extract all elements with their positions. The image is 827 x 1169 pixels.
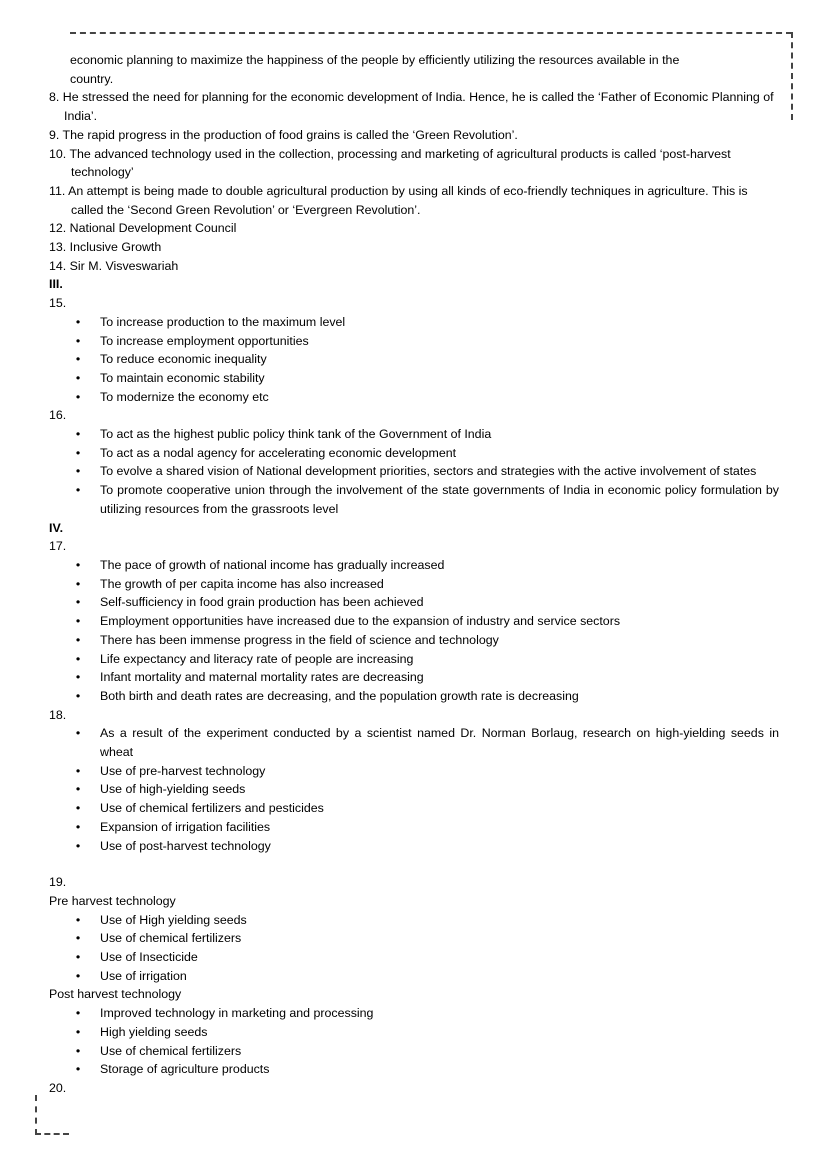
bullet-icon: • bbox=[75, 576, 81, 591]
continued-line-2: country. bbox=[70, 71, 114, 86]
list-item: • Infant mortality and maternal mortality rates are decreasing bbox=[49, 668, 779, 687]
post-harvest-list bbox=[49, 1004, 779, 1079]
bullet-icon: • bbox=[75, 370, 81, 385]
bullet-icon: • bbox=[75, 445, 81, 460]
answer-18-list bbox=[49, 724, 779, 855]
list-item: • Use of Insecticide bbox=[49, 948, 779, 967]
bullet-icon: • bbox=[75, 389, 81, 404]
list-item: • To modernize the economy etc bbox=[49, 388, 779, 407]
answer-14: 14. Sir M. Visveswariah bbox=[49, 258, 179, 273]
bullet-icon: • bbox=[75, 427, 81, 442]
bullet-icon: • bbox=[75, 557, 81, 572]
bullet-icon: • bbox=[75, 912, 81, 927]
list-item: • To promote cooperative union through the involvement of the state governments of India in economic policy formulation by utilizing resources from the grassroots level bbox=[49, 481, 779, 518]
list-item: • Life expectancy and literacy rate of people are increasing bbox=[49, 650, 779, 669]
bullet-icon: • bbox=[75, 352, 81, 367]
question-number-20: 20. bbox=[49, 1080, 67, 1095]
bullet-icon: • bbox=[75, 950, 81, 965]
list-item: • To increase employment opportunities bbox=[49, 332, 779, 351]
list-item: • To act as a nodal agency for accelerating economic development bbox=[49, 444, 779, 463]
section-heading-iv: IV. bbox=[49, 520, 64, 535]
answer-11: 11. An attempt is being made to double agricultural production by using all kinds of eco-friendly techniques in agriculture. This is called the ‘Second Green Revolution’ or ‘Evergreen Revolution’. bbox=[49, 183, 748, 217]
bullet-icon: • bbox=[75, 1006, 81, 1021]
bullet-icon: • bbox=[75, 968, 81, 983]
bullet-icon: • bbox=[75, 819, 81, 834]
bullet-icon: • bbox=[75, 763, 81, 778]
list-item: • Use of high-yielding seeds bbox=[49, 780, 779, 799]
document-body bbox=[49, 51, 779, 1098]
bullet-icon: • bbox=[75, 782, 81, 797]
bullet-icon: • bbox=[75, 314, 81, 329]
bullet-icon: • bbox=[75, 614, 81, 629]
list-item: • To increase production to the maximum level bbox=[49, 313, 779, 332]
bullet-icon: • bbox=[75, 1062, 81, 1077]
bullet-icon: • bbox=[75, 838, 81, 853]
bullet-icon: • bbox=[75, 595, 81, 610]
list-item: • Use of pre-harvest technology bbox=[49, 762, 779, 781]
section-heading-iii: III. bbox=[49, 277, 63, 292]
list-item: • There has been immense progress in the field of science and technology bbox=[49, 631, 779, 650]
answer-13: 13. Inclusive Growth bbox=[49, 240, 162, 255]
bullet-icon: • bbox=[75, 464, 81, 479]
bullet-icon: • bbox=[75, 726, 81, 741]
answer-10: 10. The advanced technology used in the collection, processing and marketing of agricultural products is called ‘post-harvest technology’ bbox=[49, 146, 731, 180]
page-border-bottom bbox=[35, 1133, 69, 1135]
list-item: • To maintain economic stability bbox=[49, 369, 779, 388]
list-item: • Self-sufficiency in food grain production has been achieved bbox=[49, 593, 779, 612]
list-item: • As a result of the experiment conducted by a scientist named Dr. Norman Borlaug, research on high-yielding seeds in wheat bbox=[49, 724, 779, 761]
page-border-top bbox=[70, 32, 792, 34]
post-harvest-heading: Post harvest technology bbox=[49, 987, 182, 1002]
answer-16-list bbox=[49, 425, 779, 519]
bullet-icon: • bbox=[75, 651, 81, 666]
bullet-icon: • bbox=[75, 483, 81, 498]
list-item: • Use of post-harvest technology bbox=[49, 837, 779, 856]
bullet-icon: • bbox=[75, 1043, 81, 1058]
list-item: • Improved technology in marketing and processing bbox=[49, 1004, 779, 1023]
bullet-icon: • bbox=[75, 1024, 81, 1039]
question-number-19: 19. bbox=[49, 875, 67, 890]
answer-15-list bbox=[49, 313, 779, 407]
list-item: • Both birth and death rates are decreasing, and the population growth rate is decreasing bbox=[49, 687, 779, 706]
list-item: • The growth of per capita income has also increased bbox=[49, 575, 779, 594]
question-number-17: 17. bbox=[49, 539, 67, 554]
answer-8: 8. He stressed the need for planning for the economic development of India. Hence, he is called the ‘Father of Economic Planning of India’. bbox=[49, 90, 774, 124]
bullet-icon: • bbox=[75, 688, 81, 703]
answer-17-list bbox=[49, 556, 779, 706]
continued-line-1: economic planning to maximize the happiness of the people by efficiently utilizing the resources available in the bbox=[70, 53, 680, 67]
answer-12: 12. National Development Council bbox=[49, 221, 237, 236]
bullet-icon: • bbox=[75, 670, 81, 685]
bullet-icon: • bbox=[75, 632, 81, 647]
pre-harvest-heading: Pre harvest technology bbox=[49, 893, 176, 908]
list-item: • Expansion of irrigation facilities bbox=[49, 818, 779, 837]
spacer bbox=[49, 855, 779, 873]
page-border-right bbox=[791, 32, 793, 120]
list-item: • Employment opportunities have increased due to the expansion of industry and service sectors bbox=[49, 612, 779, 631]
bullet-icon: • bbox=[75, 931, 81, 946]
question-number-15: 15. bbox=[49, 296, 67, 311]
list-item: • Use of chemical fertilizers bbox=[49, 929, 779, 948]
list-item: • Use of chemical fertilizers bbox=[49, 1042, 779, 1061]
list-item: • Storage of agriculture products bbox=[49, 1060, 779, 1079]
list-item: • Use of High yielding seeds bbox=[49, 911, 779, 930]
list-item: • To evolve a shared vision of National development priorities, sectors and strategies with the active involvement of states bbox=[49, 462, 779, 481]
page-border-left bbox=[35, 1095, 37, 1135]
question-number-16: 16. bbox=[49, 408, 67, 423]
question-number-18: 18. bbox=[49, 707, 67, 722]
pre-harvest-list bbox=[49, 911, 779, 986]
bullet-icon: • bbox=[75, 333, 81, 348]
list-item: • Use of irrigation bbox=[49, 967, 779, 986]
list-item: • To reduce economic inequality bbox=[49, 350, 779, 369]
answer-9: 9. The rapid progress in the production of food grains is called the ‘Green Revolution’. bbox=[49, 127, 518, 142]
list-item: • The pace of growth of national income has gradually increased bbox=[49, 556, 779, 575]
list-item: • Use of chemical fertilizers and pesticides bbox=[49, 799, 779, 818]
list-item: • To act as the highest public policy think tank of the Government of India bbox=[49, 425, 779, 444]
bullet-icon: • bbox=[75, 801, 81, 816]
list-item: • High yielding seeds bbox=[49, 1023, 779, 1042]
